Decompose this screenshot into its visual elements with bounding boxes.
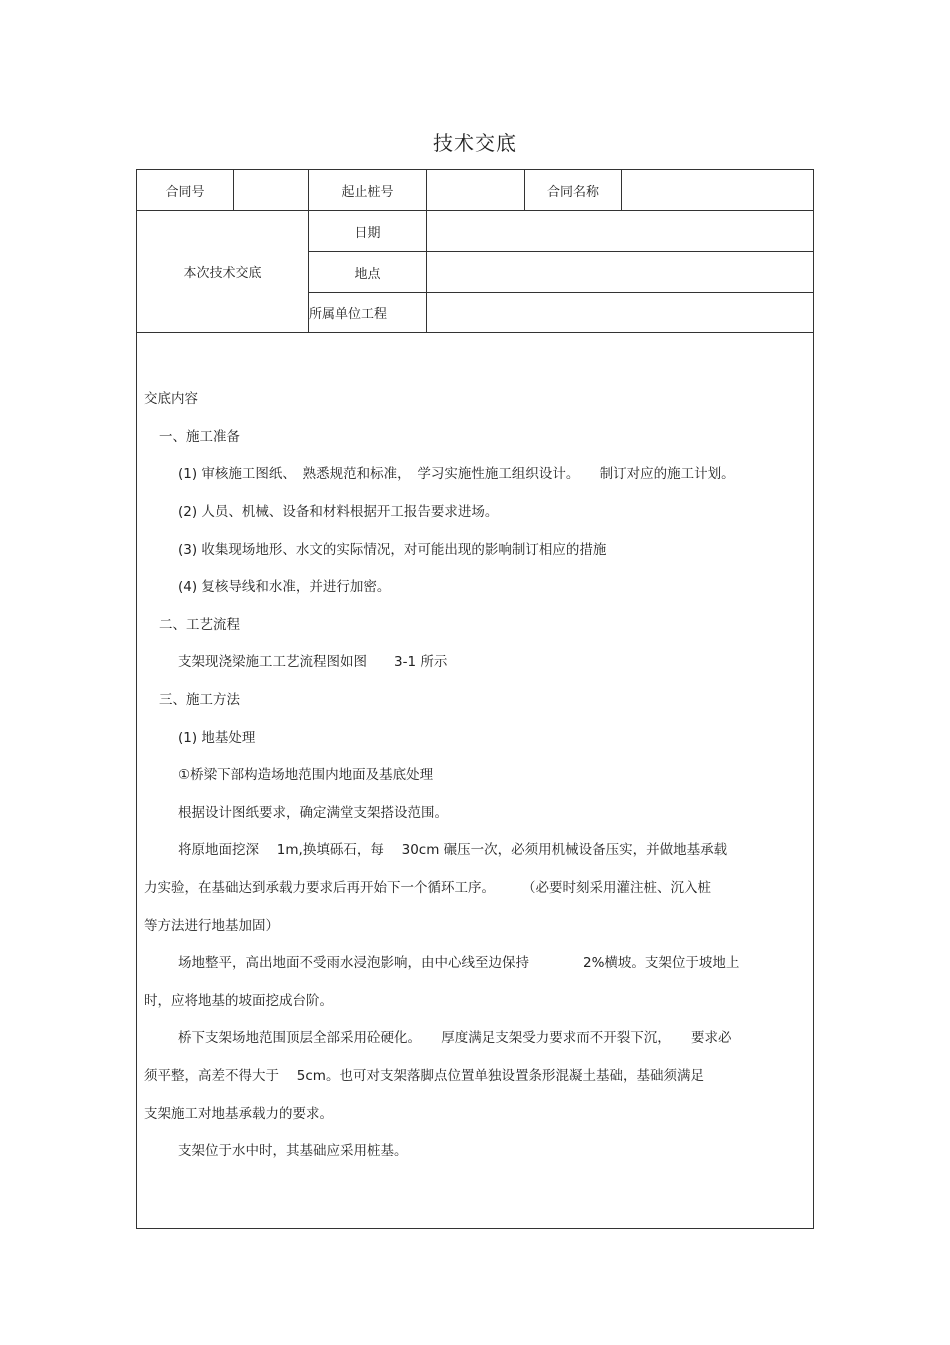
location-field[interactable] xyxy=(427,252,814,293)
content-line: 根据设计图纸要求，确定满堂支架搭设范围。 xyxy=(178,804,448,821)
content-heading: 交底内容 xyxy=(144,391,198,408)
date-field[interactable] xyxy=(427,211,814,252)
content-line: 时，应将地基的坡面挖成台阶。 xyxy=(144,992,333,1009)
section-heading: 一、施工准备 xyxy=(159,428,240,445)
disclosure-form-table xyxy=(136,169,814,1229)
station-range-field[interactable] xyxy=(427,170,525,211)
content-line: 场地整平，高出地面不受雨水浸泡影响，由中心线至边保持 2%横坡。支架位于坡地上 xyxy=(178,955,740,972)
content-line: 支架位于水中时，其基础应采用桩基。 xyxy=(178,1143,408,1160)
station-range-label: 起止桩号 xyxy=(309,170,427,211)
contract-no-field[interactable] xyxy=(234,170,309,211)
content-line: 等方法进行地基加固） xyxy=(144,917,279,934)
section-heading: 二、工艺流程 xyxy=(159,616,240,633)
content-line: 将原地面挖深 1m,换填砾石，每 30cm 碾压一次，必须用机械设备压实，并做地基承载 xyxy=(178,842,728,859)
content-line: (4) 复核导线和水准，并进行加密。 xyxy=(178,579,391,596)
contract-name-field[interactable] xyxy=(622,170,814,211)
content-line: (1) 地基处理 xyxy=(178,729,256,746)
content-line: 支架施工对地基承载力的要求。 xyxy=(144,1105,333,1122)
content-line: 支架现浇梁施工工艺流程图如图 3-1 所示 xyxy=(178,654,448,671)
section-heading: 三、施工方法 xyxy=(159,692,240,709)
contract-no-label: 合同号 xyxy=(137,170,234,211)
unit-project-field[interactable] xyxy=(427,293,814,333)
content-line: (1) 审核施工图纸、 熟悉规范和标准， 学习实施性施工组织设计。 制订对应的施工计划。 xyxy=(178,466,735,483)
unit-project-label: 所属单位工程 xyxy=(309,293,427,333)
content-line: (2) 人员、机械、设备和材料根据开工报告要求进场。 xyxy=(178,504,499,521)
date-label: 日期 xyxy=(309,211,427,252)
header-row xyxy=(137,170,814,211)
contract-name-label: 合同名称 xyxy=(525,170,622,211)
content-line: 须平整，高差不得大于 5cm。也可对支架落脚点位置单独设置条形混凝土基础，基础须满足 xyxy=(144,1067,704,1084)
content-line: 桥下支架场地范围顶层全部采用砼硬化。 厚度满足支架受力要求而不开裂下沉， 要求必 xyxy=(178,1030,732,1047)
content-line: (3) 收集现场地形、水文的实际情况，对可能出现的影响制订相应的措施 xyxy=(178,541,607,558)
document-title: 技术交底 xyxy=(433,131,517,155)
content-row xyxy=(137,333,814,1229)
session-label: 本次技术交底 xyxy=(137,211,309,333)
date-row xyxy=(137,211,814,252)
location-label: 地点 xyxy=(309,252,427,293)
content-line: 力实验，在基础达到承载力要求后再开始下一个循环工序。 （必要时刻采用灌注桩、沉入桩 xyxy=(144,879,711,896)
content-line: ①桥梁下部构造场地范围内地面及基底处理 xyxy=(178,767,434,784)
content-cell xyxy=(137,333,814,1229)
content-body xyxy=(137,381,813,1179)
